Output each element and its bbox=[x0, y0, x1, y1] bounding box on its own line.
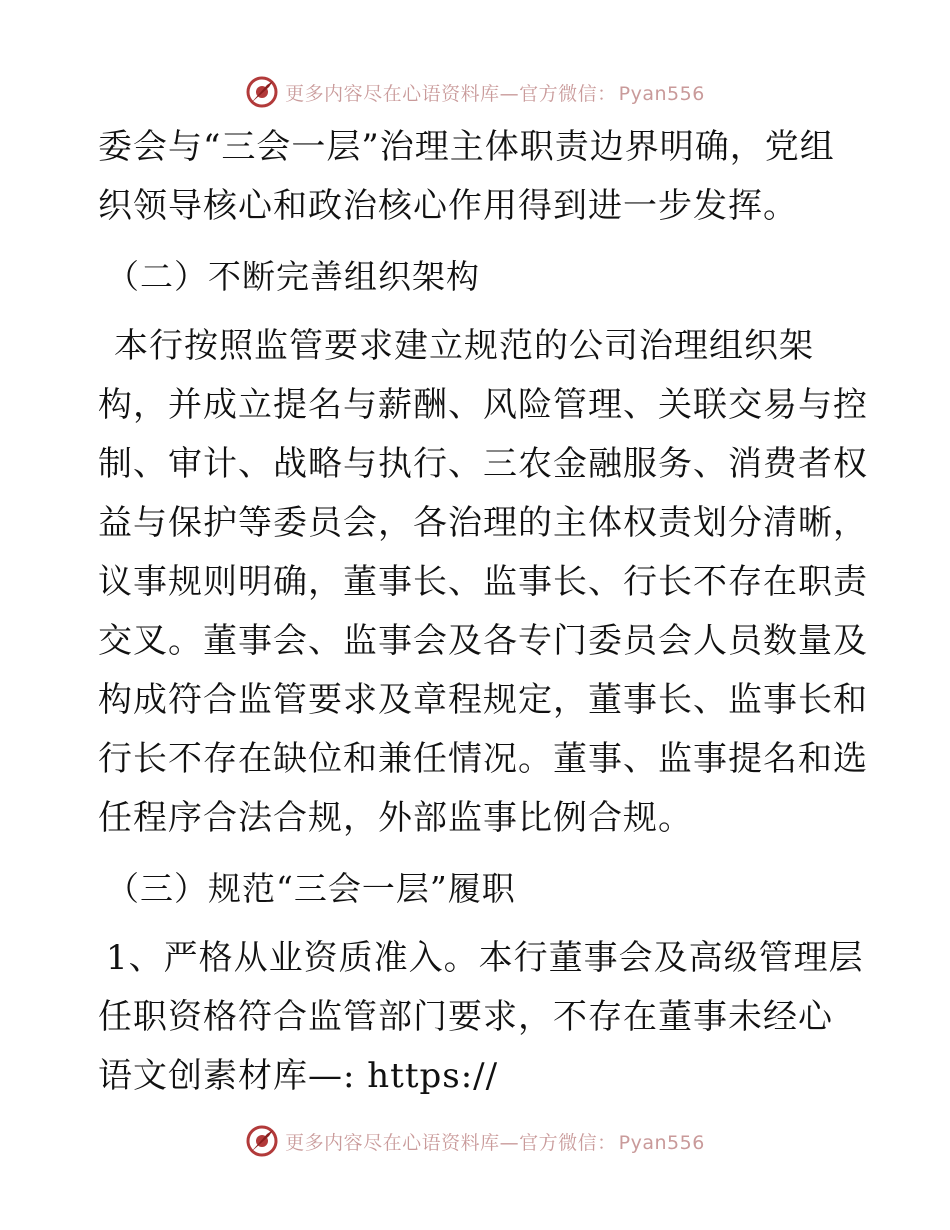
paragraph2-line-7: 构成符合监管要求及章程规定，董事长、监事长和 bbox=[98, 680, 868, 720]
paragraph3-line-2: 任职资格符合监管部门要求，不存在董事未经心 bbox=[98, 997, 833, 1037]
watermark-account: Pyan556 bbox=[618, 1131, 705, 1154]
quill-logo-icon bbox=[245, 75, 279, 109]
paragraph2-line-6: 交叉。董事会、监事会及各专门委员会人员数量及 bbox=[98, 621, 868, 661]
document-body bbox=[98, 118, 868, 1106]
paragraph1-line-2: 织领导核心和政治核心作用得到进一步发挥。 bbox=[98, 186, 798, 226]
paragraph3-line-1: 1、严格从业资质准入。本行董事会及高级管理层 bbox=[106, 938, 864, 978]
watermark-text: 更多内容尽在心语资料库—官方微信： Pyan556 bbox=[285, 82, 705, 105]
paragraph2-line-9: 任程序合法合规，外部监事比例合规。 bbox=[98, 798, 693, 838]
paragraph3-line-3: 语文创素材库—: https:// bbox=[98, 1056, 499, 1096]
paragraph2-line-4: 益与保护等委员会，各治理的主体权责划分清晰， bbox=[98, 503, 868, 543]
watermark-account: Pyan556 bbox=[618, 82, 705, 105]
watermark-header bbox=[0, 72, 950, 112]
paragraph2-line-8: 行长不存在缺位和兼任情况。董事、监事提名和选 bbox=[98, 739, 868, 779]
paragraph2-line-1: 本行按照监管要求建立规范的公司治理组织架 bbox=[114, 326, 814, 366]
paragraph2-line-3: 制、审计、战略与执行、三农金融服务、消费者权 bbox=[98, 444, 868, 484]
section-heading-2: （二）不断完善组织架构 bbox=[106, 257, 480, 296]
section-heading-3: （三）规范“三会一层”履职 bbox=[106, 869, 516, 908]
watermark-footer bbox=[0, 1121, 950, 1161]
paragraph2-line-5: 议事规则明确，董事长、监事长、行长不存在职责 bbox=[98, 562, 868, 602]
quill-logo-icon bbox=[245, 1124, 279, 1158]
paragraph1-line-1: 委会与“三会一层”治理主体职责边界明确，党组 bbox=[98, 127, 835, 167]
watermark-text: 更多内容尽在心语资料库—官方微信： Pyan556 bbox=[285, 1131, 705, 1154]
paragraph2-line-2: 构，并成立提名与薪酬、风险管理、关联交易与控 bbox=[98, 385, 868, 425]
